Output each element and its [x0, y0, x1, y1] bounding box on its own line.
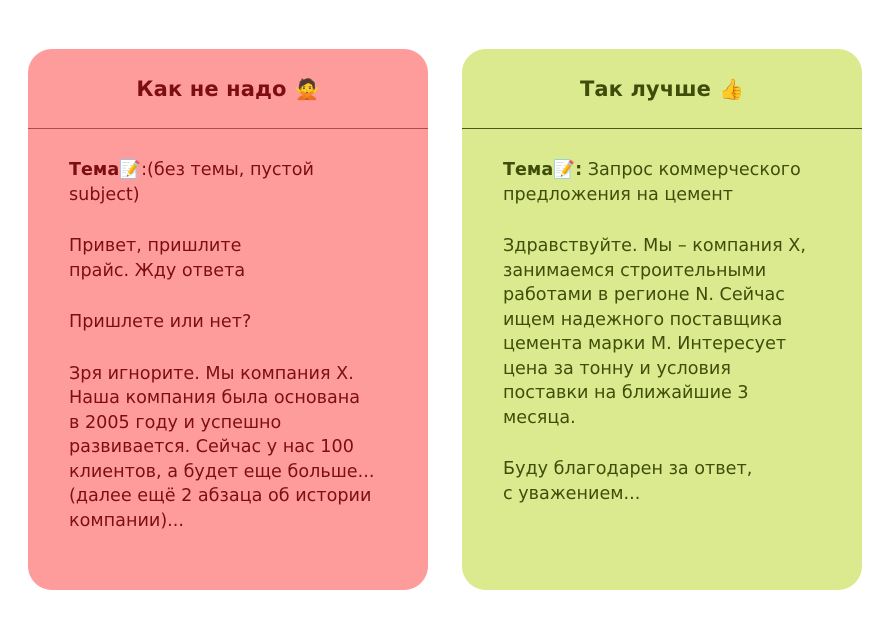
bad-card-body	[28, 129, 428, 533]
good-subject-text-line: Запрос коммерческого	[582, 160, 801, 180]
bad-paragraph-4	[69, 362, 388, 534]
good-subject-text-line: предложения на цемент	[503, 184, 733, 205]
bad-text-line: развивается. Сейчас у нас 100	[69, 437, 354, 457]
bad-text-line: Пришлете или нет?	[69, 312, 252, 332]
good-text-line: поставки на ближайшие 3	[503, 383, 749, 403]
good-subject-colon: :	[575, 160, 583, 180]
good-text-line: с уважением...	[503, 483, 641, 504]
bad-text-line: в 2005 году и успешно	[69, 412, 282, 433]
bad-text-line: (далее ещё 2 абзаца об истории	[69, 486, 372, 506]
good-text-line: Здравствуйте. Мы – компания Х,	[503, 236, 806, 256]
bad-paragraph-2	[69, 234, 388, 283]
good-text-line: цена за тонну и условия	[503, 358, 731, 379]
memo-icon: 📝	[119, 160, 142, 180]
good-subject-paragraph	[503, 158, 822, 207]
good-paragraph-2	[503, 234, 822, 430]
bad-subject-text-line: subject)	[69, 184, 140, 205]
bad-example-card	[28, 49, 428, 590]
bad-card-title: Как не надо	[136, 76, 287, 101]
bad-text-line: Наша компания была основана	[69, 388, 361, 408]
good-card-title: Так лучше	[579, 76, 711, 101]
good-example-card	[462, 49, 862, 590]
good-text-line: Буду благодарен за ответ,	[503, 459, 753, 479]
good-text-line: занимаемся строительными	[503, 260, 767, 281]
bad-text-line: Привет, пришлите	[69, 236, 242, 256]
good-text-line: ищем надежного поставщика	[503, 309, 783, 330]
bad-text-line: Зря игнорите. Мы компания Х.	[69, 363, 354, 384]
bad-text-line: прайс. Жду ответа	[69, 260, 246, 281]
thumbs-up-icon: 👍	[718, 76, 744, 101]
bad-subject-label: Тема	[69, 160, 120, 180]
good-subject-label: Тема	[503, 160, 554, 180]
good-card-body	[462, 129, 862, 506]
bad-text-line: клиентов, а будет еще больше...	[69, 461, 375, 482]
good-card-header	[462, 49, 862, 129]
bad-paragraph-3	[69, 310, 388, 335]
bad-text-line: компании)...	[69, 510, 184, 531]
bad-card-header	[28, 49, 428, 129]
person-gesturing-no-icon: 🙅	[294, 76, 320, 101]
good-paragraph-3	[503, 457, 822, 506]
good-text-line: работами в регионе N. Сейчас	[503, 285, 785, 305]
bad-subject-paragraph	[69, 158, 388, 207]
good-text-line: месяца.	[503, 407, 576, 428]
bad-subject-text-line: :(без темы, пустой	[141, 160, 314, 180]
good-text-line: цемента марки М. Интересует	[503, 334, 787, 354]
memo-icon: 📝	[553, 160, 576, 180]
